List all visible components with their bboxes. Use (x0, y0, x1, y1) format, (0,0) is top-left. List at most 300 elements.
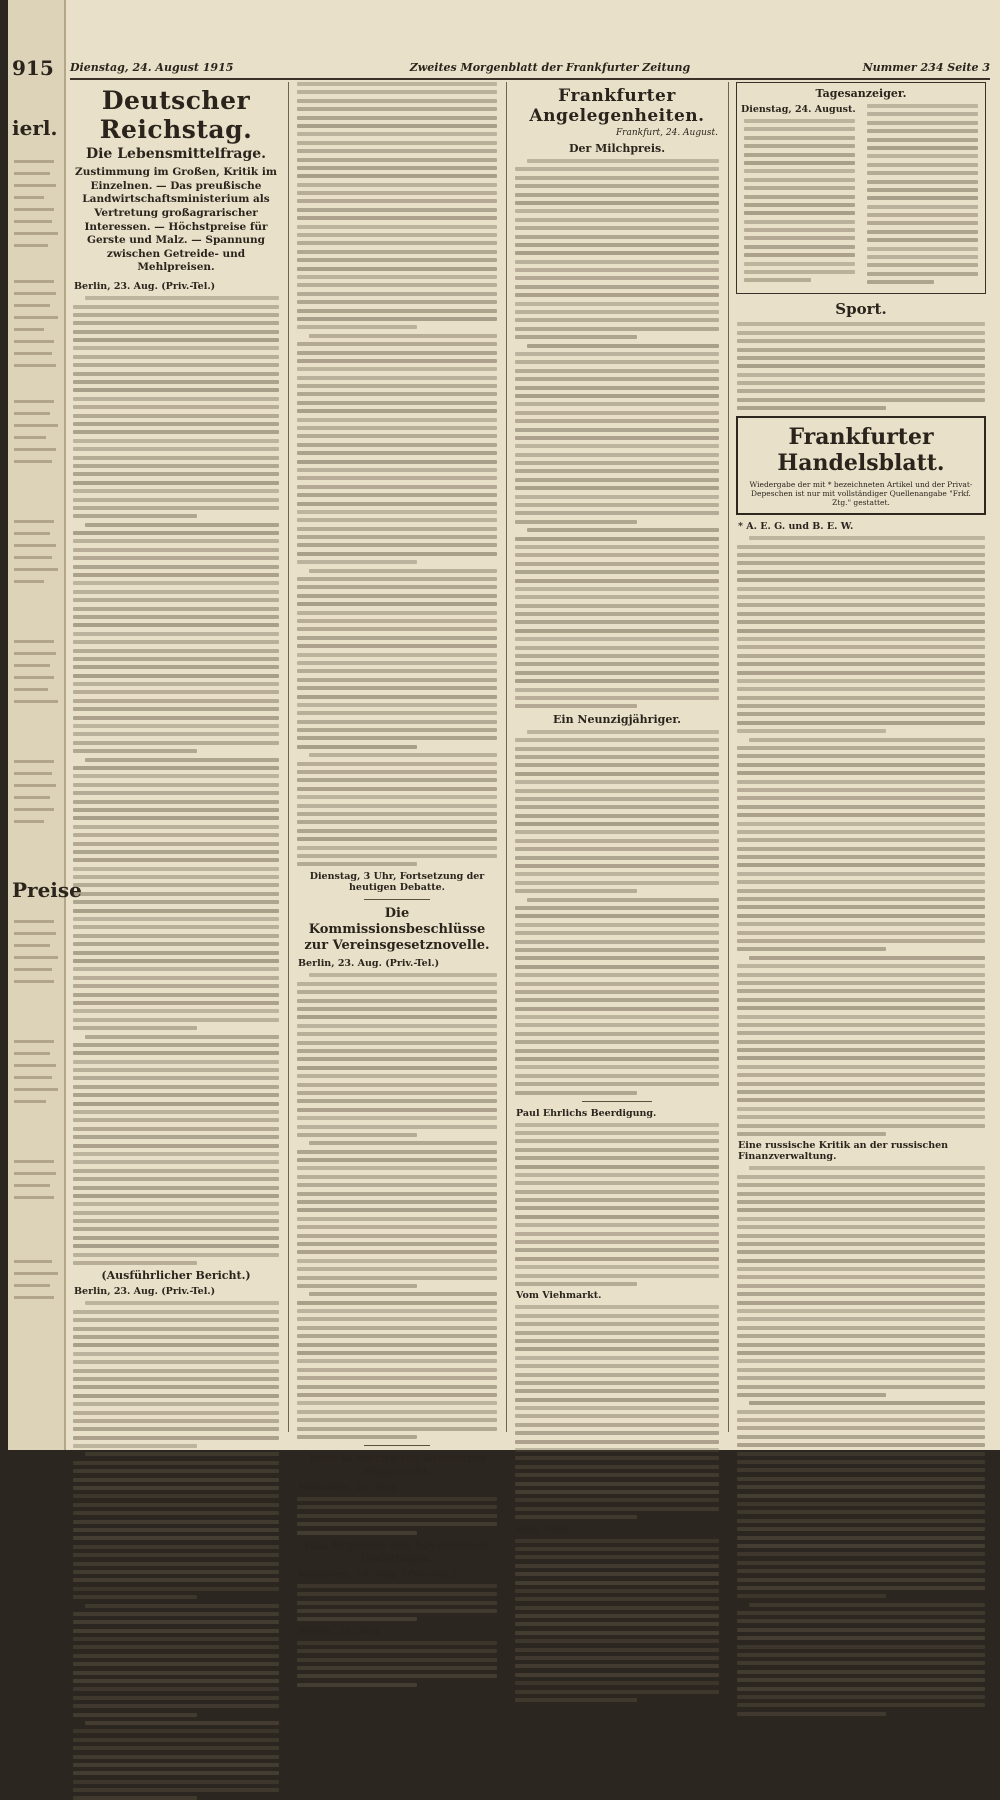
text-line (297, 359, 497, 363)
text-line (73, 573, 279, 577)
text-line (737, 712, 985, 716)
text-line (737, 595, 985, 599)
text-line (515, 360, 719, 364)
text-line (73, 1612, 279, 1616)
text-line (749, 536, 985, 540)
text-line (744, 153, 855, 157)
text-line (297, 510, 497, 514)
text-line (73, 993, 279, 997)
text-line (297, 116, 497, 120)
text-line (73, 1051, 279, 1055)
text-line (737, 1368, 985, 1372)
text-line (297, 862, 417, 866)
text-line (737, 914, 985, 918)
text-line (515, 1414, 719, 1418)
text-line (867, 280, 934, 284)
text-line (737, 645, 985, 649)
text-line (515, 696, 719, 700)
newspaper-page (8, 0, 1000, 1637)
text-line (73, 1587, 279, 1591)
text-line (515, 1547, 719, 1551)
text-line (515, 1648, 719, 1652)
text-line (737, 687, 985, 691)
text-line (737, 1175, 985, 1179)
text-line (73, 791, 279, 795)
text-line (737, 620, 985, 624)
masthead (70, 60, 990, 80)
text-line (297, 1376, 497, 1380)
text-line (297, 99, 497, 103)
text-line (297, 199, 497, 203)
text-line (297, 518, 497, 522)
handelsblatt-title: Frankfurter Handelsblatt. (777, 424, 945, 477)
text-line (737, 1653, 985, 1657)
text-line (737, 587, 985, 591)
text-line (744, 169, 855, 173)
text-line (749, 738, 985, 742)
text-line (515, 1082, 719, 1086)
tagesanzeiger-right (867, 104, 978, 284)
text-line (297, 594, 497, 598)
text-line (744, 186, 855, 190)
text-line (515, 537, 719, 541)
text-line (515, 1007, 719, 1011)
text-line (297, 1385, 497, 1389)
text-line (515, 1023, 719, 1027)
handelsblatt-header (736, 416, 986, 515)
text-line (737, 356, 985, 360)
text-line (737, 1056, 985, 1060)
body-sport (737, 322, 985, 410)
text-line (73, 1494, 279, 1498)
text-line (73, 984, 279, 988)
text-line (73, 514, 197, 518)
text-line (297, 560, 417, 564)
text-line (297, 1091, 497, 1095)
text-line (73, 1219, 279, 1223)
text-line (73, 1654, 279, 1658)
headline-frankfurter-angelegenheiten: Frankfurter Angelegenheiten. (529, 86, 705, 126)
text-line (297, 1116, 497, 1120)
text-line (515, 268, 719, 272)
text-line (73, 825, 279, 829)
text-line (73, 1729, 279, 1733)
text-line (73, 338, 279, 342)
text-line (515, 1606, 719, 1610)
text-line (73, 615, 279, 619)
text-line (297, 468, 497, 472)
text-line (515, 495, 719, 499)
text-line (515, 1656, 719, 1660)
text-line (73, 707, 279, 711)
text-line (73, 1444, 197, 1448)
text-line (737, 389, 985, 393)
headline-reichstag: Deutscher Reichstag. (99, 86, 253, 144)
text-line (297, 124, 497, 128)
masthead-date: Dienstag, 24. August 1915 (70, 61, 234, 74)
text-line (744, 195, 855, 199)
text-line (73, 1478, 279, 1482)
text-line (515, 1282, 637, 1286)
text-line (737, 1494, 985, 1498)
text-line (515, 377, 719, 381)
subhead-neunzigjaehriger: Ein Neunzigjähriger. (553, 712, 681, 726)
text-line (297, 367, 497, 371)
text-line (73, 439, 279, 443)
text-line (867, 238, 978, 242)
text-line (527, 898, 719, 902)
text-line (867, 255, 978, 259)
text-line (297, 1267, 497, 1271)
text-line (737, 1359, 985, 1363)
text-line (85, 296, 279, 300)
text-line (737, 855, 985, 859)
text-line (297, 1531, 417, 1535)
text-line (515, 1507, 719, 1511)
text-line (737, 1107, 985, 1111)
text-line (867, 263, 978, 267)
text-line (309, 334, 497, 338)
text-line (73, 934, 279, 938)
text-line (297, 283, 497, 287)
text-line (297, 1427, 497, 1431)
text-line (297, 1317, 497, 1321)
text-line (73, 741, 279, 745)
text-line (515, 1223, 719, 1227)
text-line (297, 174, 497, 178)
text-line (737, 1242, 985, 1246)
text-line (297, 1658, 497, 1662)
text-line (737, 364, 985, 368)
text-line (737, 947, 886, 951)
text-line (297, 141, 497, 145)
text-line (73, 1177, 279, 1181)
text-line (73, 346, 279, 350)
text-line (73, 816, 279, 820)
text-line (297, 1617, 417, 1621)
text-line (737, 603, 985, 607)
text-line (297, 1007, 497, 1011)
text-line (515, 1131, 719, 1135)
text-line (515, 310, 719, 314)
text-line (297, 653, 497, 657)
text-line (515, 872, 719, 876)
text-line (73, 330, 279, 334)
text-line (515, 1406, 719, 1410)
text-line (515, 688, 719, 692)
text-line (73, 447, 279, 451)
text-line (515, 1339, 719, 1343)
text-line (744, 236, 855, 240)
text-line (297, 1418, 497, 1422)
text-line (737, 1477, 985, 1481)
text-line (737, 1073, 985, 1077)
text-line (73, 808, 279, 812)
text-line (297, 275, 497, 279)
text-line (737, 830, 985, 834)
text-line (515, 167, 719, 171)
text-line (73, 1486, 279, 1490)
text-line (297, 1368, 497, 1372)
text-line (73, 506, 279, 510)
text-line (85, 1604, 279, 1608)
text-line (515, 595, 719, 599)
text-line (515, 1015, 719, 1019)
text-line (737, 771, 985, 775)
text-line (515, 612, 719, 616)
text-line (515, 570, 719, 574)
text-line (515, 1440, 719, 1444)
text-line (737, 331, 985, 335)
text-line (515, 1448, 719, 1452)
text-line (73, 1562, 279, 1566)
text-line (737, 746, 985, 750)
item-viehmarkt: Vom Viehmarkt. (516, 1290, 602, 1302)
text-line (737, 1502, 985, 1506)
text-line (527, 528, 719, 532)
text-line (515, 1664, 719, 1668)
text-line (73, 959, 279, 963)
text-line (297, 434, 497, 438)
article-body (73, 296, 279, 1265)
item-russische-kritik: Eine russische Kritik an der russischen Finanzverwaltung. (738, 1140, 949, 1163)
text-line (867, 205, 978, 209)
text-line (737, 381, 985, 385)
text-line (73, 1060, 279, 1064)
text-line (297, 166, 497, 170)
text-line (737, 721, 985, 725)
text-line (515, 176, 719, 180)
text-line (744, 228, 855, 232)
text-line (297, 990, 497, 994)
text-line (515, 1490, 719, 1494)
tagesanzeiger-title: Tagesanzeiger. (815, 87, 907, 100)
text-line (737, 939, 985, 943)
text-line (515, 520, 637, 524)
text-line (297, 837, 497, 841)
text-line (297, 1125, 497, 1129)
text-line (297, 1066, 497, 1070)
dateline-berlin-2: Berlin, 23. Aug. (298, 1625, 382, 1637)
text-line (297, 1334, 497, 1338)
text-line (737, 662, 985, 666)
text-line (73, 1595, 197, 1599)
text-line (737, 1435, 985, 1439)
text-line (737, 1510, 985, 1514)
text-line (297, 1584, 497, 1588)
text-line (297, 770, 497, 774)
text-line (867, 230, 978, 234)
text-line (297, 1359, 497, 1363)
text-line (73, 1127, 279, 1131)
text-line (515, 990, 719, 994)
body-berlin-2 (297, 1641, 497, 1687)
text-line (297, 90, 497, 94)
text-line (515, 461, 719, 465)
text-line (73, 1135, 279, 1139)
text-line (297, 602, 497, 606)
text-line (515, 1564, 719, 1568)
text-line (309, 1292, 497, 1296)
text-line (515, 260, 719, 264)
text-line (73, 749, 197, 753)
text-line (85, 1452, 279, 1456)
text-line (297, 999, 497, 1003)
text-line (297, 1217, 497, 1221)
body-viehmarkt (515, 1305, 719, 1519)
text-line (737, 1292, 985, 1296)
text-line (515, 1148, 719, 1152)
text-line (297, 409, 497, 413)
text-line (737, 1275, 985, 1279)
text-line (73, 732, 279, 736)
text-line (737, 637, 985, 641)
text-line (515, 511, 719, 515)
text-line (73, 1118, 279, 1122)
text-line (737, 561, 985, 565)
text-line (73, 531, 279, 535)
text-line (73, 1001, 279, 1005)
text-line (737, 696, 985, 700)
text-line (73, 1570, 279, 1574)
text-line (297, 1049, 497, 1053)
text-line (73, 489, 279, 493)
text-line (73, 783, 279, 787)
text-line (297, 300, 497, 304)
text-line (297, 1225, 497, 1229)
text-line (297, 1674, 497, 1678)
text-line (515, 998, 719, 1002)
body-russische-kritik (737, 1166, 985, 1715)
text-line (297, 1133, 417, 1137)
text-line (737, 1636, 985, 1640)
text-line (73, 1018, 279, 1022)
text-line (73, 405, 279, 409)
text-line (737, 964, 985, 968)
text-line (297, 191, 497, 195)
text-line (515, 1482, 719, 1486)
text-line (297, 1099, 497, 1103)
text-line (737, 1485, 985, 1489)
text-line (297, 267, 497, 271)
text-line (515, 1498, 719, 1502)
text-line (73, 363, 279, 367)
text-line (297, 535, 497, 539)
text-line (737, 838, 985, 842)
text-line (515, 1248, 719, 1252)
text-line (73, 774, 279, 778)
text-line (73, 1360, 279, 1364)
text-line (515, 402, 719, 406)
text-line (515, 553, 719, 557)
text-line (515, 637, 719, 641)
text-line (73, 1520, 279, 1524)
text-line (515, 747, 719, 751)
text-line (515, 763, 719, 767)
body-neunzigjaehriger (515, 730, 719, 1095)
text-line (515, 1698, 637, 1702)
text-line (515, 1431, 719, 1435)
text-line (73, 1327, 279, 1331)
text-line (737, 1317, 985, 1321)
text-line (73, 1436, 279, 1440)
text-line (297, 1166, 497, 1170)
text-line (73, 1253, 279, 1257)
text-line (73, 640, 279, 644)
text-line (297, 1410, 497, 1414)
text-line (297, 342, 497, 346)
text-line (73, 355, 279, 359)
text-line (737, 1703, 985, 1707)
text-line (737, 1065, 985, 1069)
text-line (297, 1649, 497, 1653)
text-line (297, 720, 497, 724)
text-line (737, 729, 886, 733)
text-line (297, 982, 497, 986)
text-line (515, 1555, 719, 1559)
text-line (527, 730, 719, 734)
subsection-title: (Ausführlicher Bericht.) (101, 1269, 251, 1283)
text-line (73, 313, 279, 317)
text-line (73, 598, 279, 602)
text-line (515, 419, 719, 423)
text-line (297, 1074, 497, 1078)
text-line (73, 1469, 279, 1473)
text-line (297, 1242, 497, 1246)
text-line (515, 201, 719, 205)
text-line (297, 1393, 497, 1397)
text-line (73, 833, 279, 837)
text-line (73, 682, 279, 686)
text-line (515, 1156, 719, 1160)
text-line (297, 1175, 497, 1179)
text-line (297, 577, 497, 581)
text-line (73, 1377, 279, 1381)
text-line (73, 657, 279, 661)
text-line (85, 523, 279, 527)
text-line (297, 443, 497, 447)
headline-pour-le-merite: Pour le mérite für Kronprinz Rupprecht. (308, 1451, 486, 1478)
text-line (515, 889, 637, 893)
text-line (737, 398, 985, 402)
text-line (73, 867, 279, 871)
text-line (515, 579, 719, 583)
text-line (737, 780, 985, 784)
text-line (73, 430, 279, 434)
text-line (73, 1427, 279, 1431)
text-line (73, 1511, 279, 1515)
text-line (737, 1301, 985, 1305)
text-line (297, 233, 497, 237)
text-line (515, 386, 719, 390)
text-line (515, 327, 719, 331)
headline-opfertag: Das Ergebnis des bayerischen Opfertages. (304, 1538, 490, 1565)
text-line (297, 451, 497, 455)
text-line (737, 1712, 886, 1716)
text-line (297, 158, 497, 162)
article-deck: Zustimmung im Großen, Kritik im Einzelnen. — Das preußische Landwirtschaftsministerium als Vertretung großagrarischer Interessen. — Höchstpreise für Gerste und Malz. — Spannung zwischen Getreide- und Mehlpreisen. (75, 166, 277, 274)
text-line (297, 476, 497, 480)
text-line (297, 325, 417, 329)
text-line (515, 369, 719, 373)
text-line (73, 1645, 279, 1649)
text-line (73, 1009, 279, 1013)
text-line (515, 1364, 719, 1368)
text-line (297, 644, 497, 648)
text-line (867, 180, 978, 184)
text-line (297, 1592, 497, 1596)
text-line (515, 646, 719, 650)
